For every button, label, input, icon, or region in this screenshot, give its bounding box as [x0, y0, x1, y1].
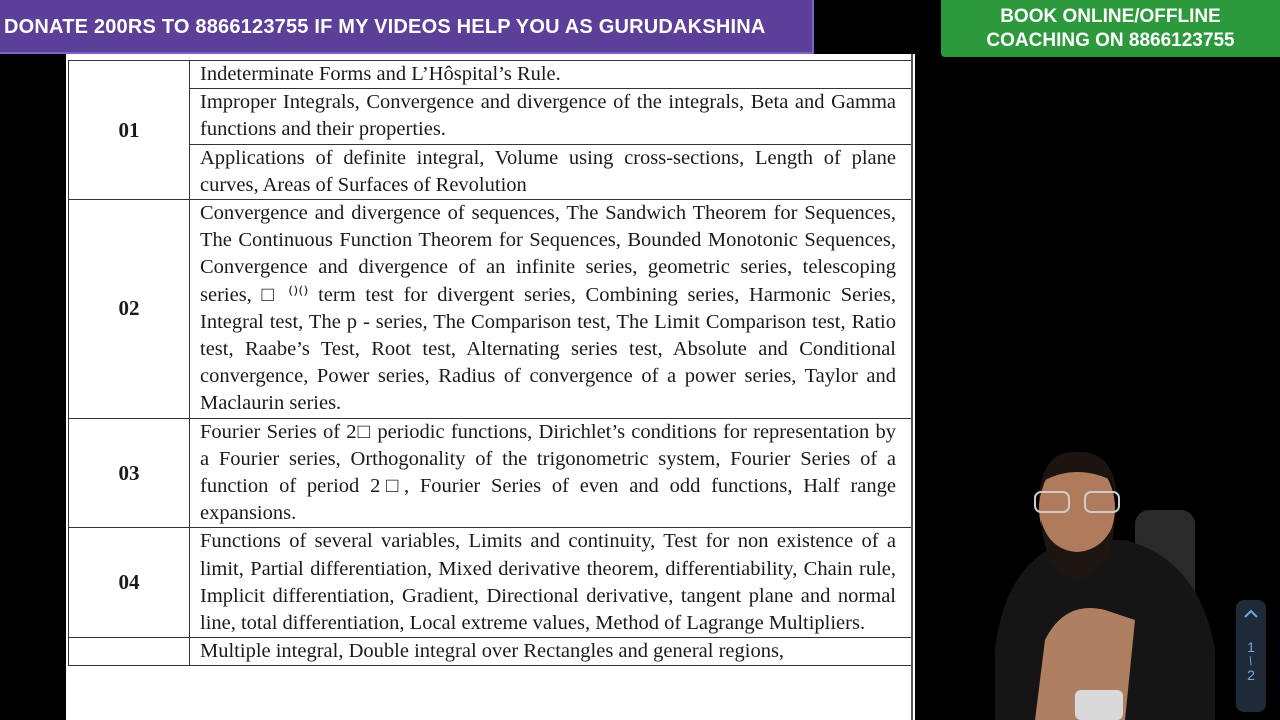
table-row	[69, 528, 913, 638]
topic-cell	[190, 89, 913, 144]
page-indicator[interactable]	[1236, 600, 1266, 712]
topic-text: Convergence and divergence of sequences, The Sandwich Theorem for Sequences, The Continuous Function Theorem for Sequences, Bounded Monotonic Sequences, Convergence and divergence of an infinite series, geometric series, telescoping series, □ ⁽⁾⁽⁾ term test for divergent series, Combining series, Harmonic Series, Integral test, The p - series, The Comparison test, The Limit Comparison test, Ratio test, Raabe’s Test, Root test, Alternating series test, Absolute and Conditional convergence, Power series, Radius of convergence of a power series, Taylor and Maclaurin series.	[200, 202, 896, 415]
shirt-logo	[1075, 690, 1123, 720]
table-row	[69, 638, 913, 666]
unit-number: 04	[69, 528, 190, 638]
coaching-line-1: BOOK ONLINE/OFFLINE	[1000, 5, 1221, 27]
unit-number: 03	[69, 418, 190, 528]
topic-cell	[190, 418, 913, 528]
page-edge-rule	[911, 54, 913, 720]
topic-text: Applications of definite integral, Volume using cross-sections, Length of plane curves, Areas of Surfaces of Revolution	[200, 146, 896, 196]
topic-text: Fourier Series of 2□ periodic functions, Dirichlet’s conditions for representation by a Fourier series, Orthogonality of the trigonometric system, Fourier Series of a function of period 2□, Fourier Series of even and odd functions, Half range expansions.	[200, 420, 896, 525]
coaching-banner	[941, 0, 1280, 57]
table-row	[69, 89, 913, 144]
chevron-up-icon[interactable]	[1244, 606, 1258, 622]
total-pages: 2	[1247, 667, 1255, 683]
topic-cell	[190, 144, 913, 199]
topic-text: Improper Integrals, Convergence and divergence of the integrals, Beta and Gamma functions and their properties.	[200, 91, 896, 141]
unit-number: 02	[69, 200, 190, 419]
unit-number: 01	[69, 61, 190, 200]
donate-banner	[0, 0, 814, 54]
topic-text: Multiple integral, Double integral over Rectangles and general regions,	[200, 640, 785, 663]
table-row	[69, 144, 913, 199]
presenter-video	[975, 440, 1240, 720]
table-row	[69, 418, 913, 528]
document-page	[66, 54, 915, 720]
topic-text: Functions of several variables, Limits and continuity, Test for non existence of a limit, Partial differentiation, Mixed derivative theorem, differentiability, Chain rule, Implicit differentiation, Gradient, Directional derivative, tangent plane and normal line, total differentiation, Local extreme values, Method of Lagrange Multipliers.	[200, 530, 896, 635]
page-separator: /	[1247, 653, 1255, 669]
topic-cell	[190, 200, 913, 419]
topic-text: Indeterminate Forms and L’Hôspital’s Rule.	[200, 63, 561, 85]
donate-text: DONATE 200RS TO 8866123755 IF MY VIDEOS HELP YOU AS GURUDAKSHINA	[4, 16, 766, 38]
table-row	[69, 200, 913, 419]
table-row	[69, 61, 913, 89]
syllabus-table	[68, 60, 913, 666]
topic-cell	[190, 61, 913, 89]
current-page: 1	[1247, 639, 1255, 655]
topic-cell	[190, 528, 913, 638]
unit-number	[69, 638, 190, 666]
coaching-line-2: COACHING ON 8866123755	[986, 29, 1235, 51]
topic-cell	[190, 638, 913, 666]
